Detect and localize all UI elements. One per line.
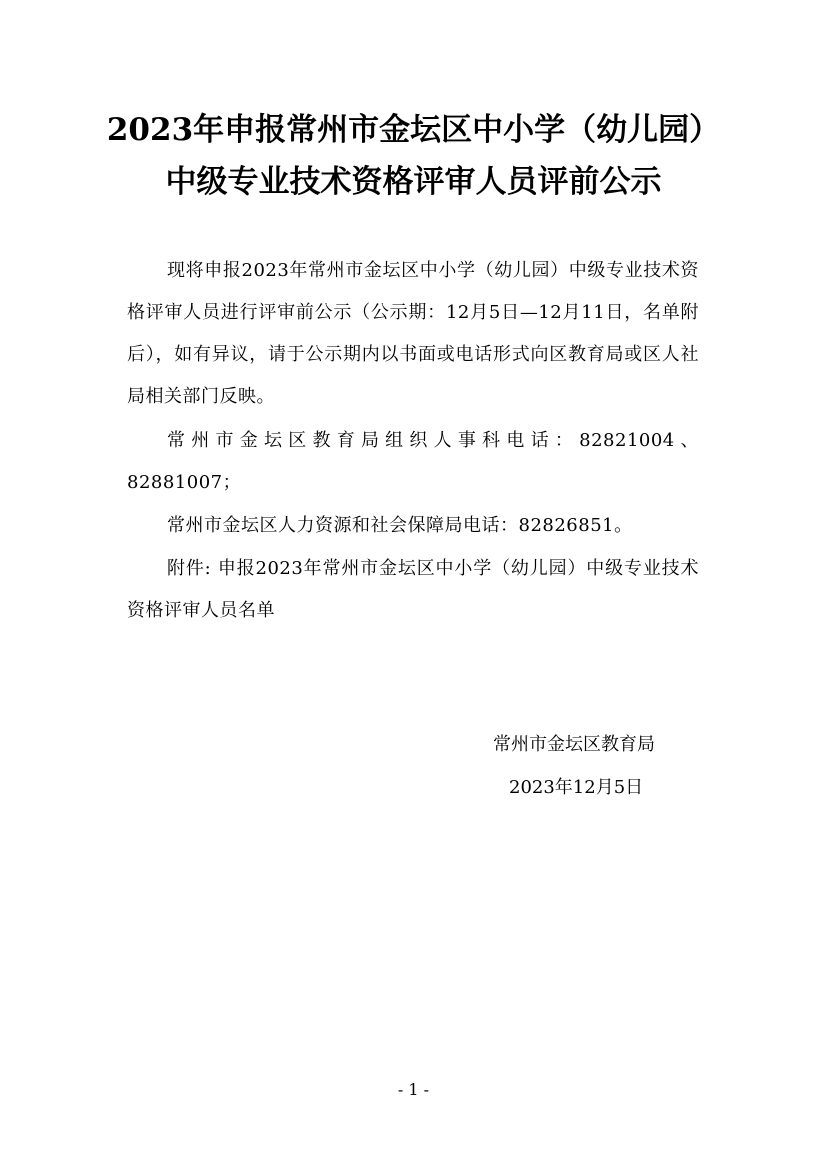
document-title-line-1: 2023年申报常州市金坛区中小学（幼儿园） xyxy=(106,112,721,148)
signature-organization: 常州市金坛区教育局 xyxy=(493,734,655,755)
attachment-paragraph: 附件: 申报2023年常州市金坛区中小学（幼儿园）中级专业技术资格评审人员名单 xyxy=(127,558,699,621)
announcement-paragraph: 现将申报2023年常州市金坛区中小学（幼儿园）中级专业技术资格评审人员进行评审前公示（公示期：12月5日—12月11日，名单附后），如有异议，请于公示期内以书面或电话形式向区教育局或区人社局相关部门反映。 xyxy=(127,260,699,407)
page-number: - 1 - xyxy=(397,1080,430,1099)
signature-date: 2023年12月5日 xyxy=(509,777,644,798)
document-title-line-2: 中级专业技术资格评审人员评前公示 xyxy=(165,164,662,200)
hr-bureau-phone-paragraph: 常州市金坛区人力资源和社会保障局电话：82826851。 xyxy=(167,515,633,536)
education-bureau-phone-paragraph: 常州市金坛区教育局组织人事科电话：82821004、82881007； xyxy=(127,430,699,493)
